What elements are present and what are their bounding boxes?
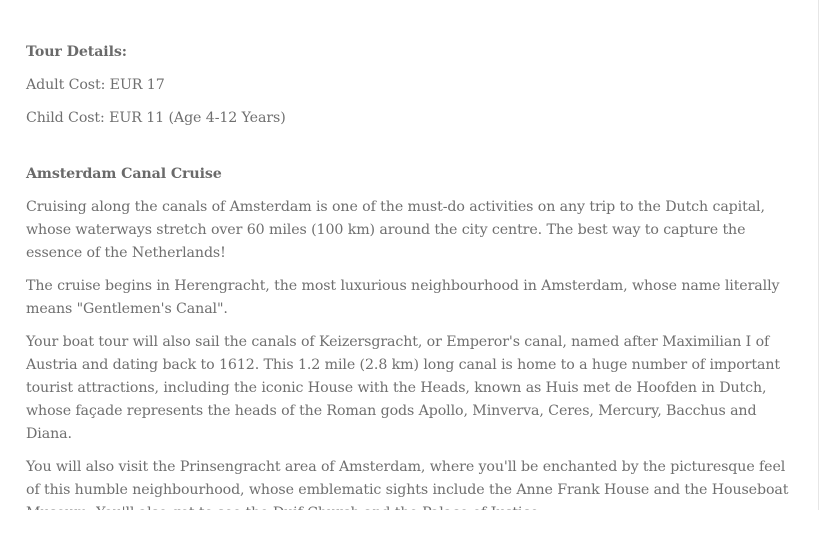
cruise-heading: Amsterdam Canal Cruise <box>26 166 222 182</box>
cruise-paragraph-herengracht: The cruise begins in Herengracht, the most luxurious neighbourhood in Amsterdam, whose name literally means "Gentlemen's Canal". <box>26 278 780 317</box>
tour-content <box>26 41 802 535</box>
section-spacer <box>26 140 802 163</box>
bottom-blank-area <box>0 510 819 557</box>
cruise-paragraph-intro: Cruising along the canals of Amsterdam is one of the must-do activities on any trip to the Dutch capital, whose waterways stretch over 60 miles (100 km) around the city centre. The best way to capture the essence of the Netherlands! <box>26 199 765 261</box>
cruise-paragraph-prinsengracht: You will also visit the Prinsengracht area of Amsterdam, where you'll be enchanted by the picturesque feel of this humble neighbourhood, whose emblematic sights include the Anne Frank House and the Houseboat <box>26 459 789 498</box>
child-cost: Child Cost: EUR 11 (Age 4-12 Years) <box>26 110 286 126</box>
adult-cost: Adult Cost: EUR 17 <box>26 77 165 93</box>
tour-details-heading: Tour Details: <box>26 44 127 60</box>
cruise-paragraph-keizersgracht: Your boat tour will also sail the canals of Keizersgracht, or Emperor's canal, named after Maximilian I of Austria and dating back to 1612. This 1.2 mile (2.8 km) long canal is home to a huge number of important tourist attractions, including the iconic House with the Heads, known as Huis met de Hoofden in Dutch, whose façade represents the heads of the Roman gods Apollo, Minverva, Ceres, Mercury, Bacchus and Diana. <box>26 334 780 442</box>
